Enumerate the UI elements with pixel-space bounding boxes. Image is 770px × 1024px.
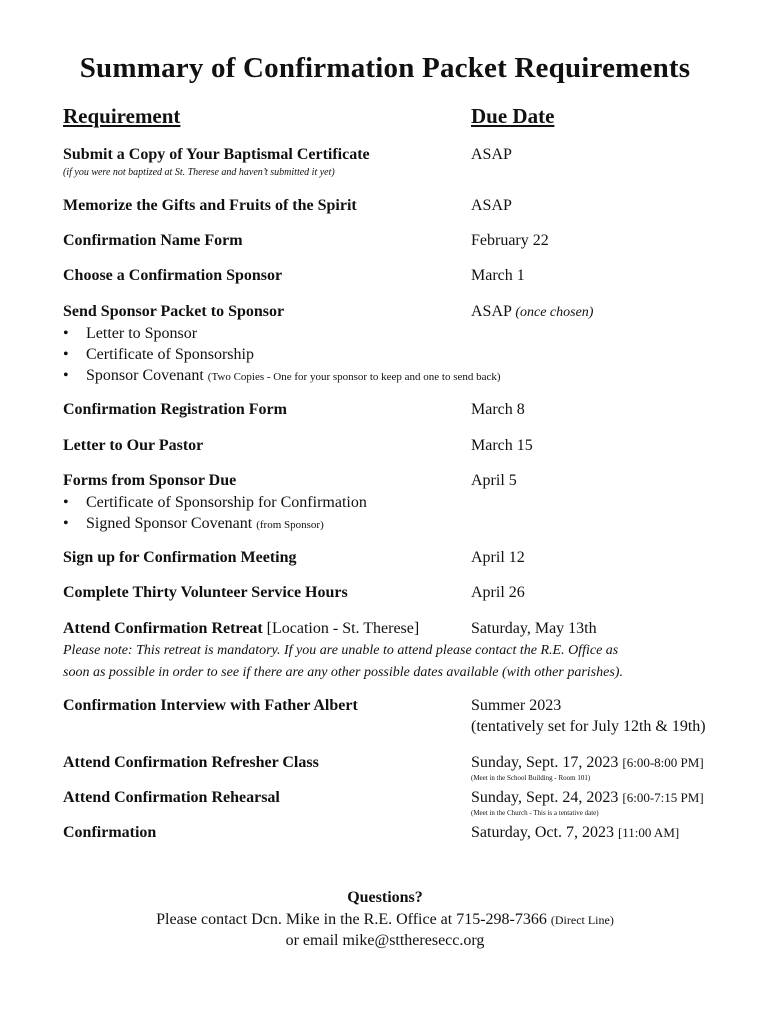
requirement-text: Confirmation	[63, 824, 157, 841]
due-date-text	[471, 824, 679, 842]
list-item	[63, 344, 501, 365]
due-date-text	[471, 789, 704, 807]
list-item	[63, 492, 367, 513]
list-item	[63, 323, 501, 344]
page-title: Summary of Confirmation Packet Requirements	[79, 52, 691, 84]
requirement-title: Attend Confirmation Retreat	[63, 620, 263, 637]
requirement-text: Attend Confirmation Rehearsal	[63, 789, 280, 806]
requirement-text: Choose a Confirmation Sponsor	[63, 267, 283, 284]
due-date-value: Sunday, Sept. 24, 2023	[471, 789, 619, 806]
list-item-note: (from Sponsor)	[256, 519, 324, 531]
due-time: [11:00 AM]	[617, 825, 680, 840]
list-item-text: Sponsor Covenant	[86, 367, 204, 384]
list-item-text: Letter to Sponsor	[86, 325, 198, 342]
due-date-text: February 22	[471, 232, 549, 249]
contact-line	[0, 911, 770, 929]
email-line: or email mike@sttheresecc.org	[285, 932, 485, 949]
due-date-text: March 1	[471, 267, 525, 284]
due-date-value: ASAP	[471, 303, 512, 320]
list-item-note: (Two Copies - One for your sponsor to keep and one to send back)	[207, 371, 501, 383]
due-date-text: March 8	[471, 401, 525, 418]
contact-note: (Direct Line)	[550, 913, 614, 927]
bullet-icon: •	[63, 515, 69, 532]
due-date-text: April 26	[471, 584, 525, 601]
requirement-text: Confirmation Name Form	[63, 232, 243, 249]
retreat-location: [Location - St. Therese]	[266, 620, 420, 637]
packet-bullet-list	[63, 323, 501, 386]
bullet-icon: •	[63, 494, 69, 511]
retreat-mandatory-note: Please note: This retreat is mandatory. If you are unable to attend please contact the R.E. Office as soon as possible in order to see if there are any other possible dates available (with other parishes).	[63, 643, 623, 680]
due-time: [6:00-7:15 PM]	[622, 790, 704, 805]
list-item	[63, 365, 501, 386]
due-date-column-header: Due Date	[471, 104, 555, 128]
due-date-text: Saturday, May 13th	[471, 620, 597, 637]
list-item	[63, 513, 367, 534]
location-note: (Meet in the Church - This is a tentative date)	[471, 809, 599, 817]
requirement-column-header: Requirement	[63, 104, 181, 128]
due-date-text	[471, 303, 593, 321]
due-time: [6:00-8:00 PM]	[622, 755, 704, 770]
forms-bullet-list	[63, 492, 367, 534]
requirement-text: Confirmation Registration Form	[63, 401, 287, 418]
requirement-text: Send Sponsor Packet to Sponsor	[63, 303, 285, 320]
list-item-text: Signed Sponsor Covenant	[86, 515, 253, 532]
contact-text: Please contact Dcn. Mike in the R.E. Office at 715-298-7366	[156, 911, 547, 928]
due-date-text: ASAP	[471, 146, 512, 163]
due-date-text: April 12	[471, 549, 525, 566]
requirement-text	[63, 620, 419, 638]
due-date-value: Sunday, Sept. 17, 2023	[471, 754, 619, 771]
due-date-text	[471, 754, 704, 772]
bullet-icon: •	[63, 367, 69, 384]
bullet-icon: •	[63, 346, 69, 363]
bullet-icon: •	[63, 325, 69, 342]
requirement-text: Forms from Sponsor Due	[63, 472, 237, 489]
requirement-text: Memorize the Gifts and Fruits of the Spirit	[63, 197, 357, 214]
due-date-text: Summer 2023	[471, 697, 562, 714]
requirement-text: Sign up for Confirmation Meeting	[63, 549, 297, 566]
list-item-text: Certificate of Sponsorship	[86, 346, 254, 363]
due-date-note: (once chosen)	[515, 305, 594, 320]
requirement-text: Letter to Our Pastor	[63, 437, 204, 454]
requirement-note: (if you were not baptized at St. Therese and haven’t submitted it yet)	[63, 167, 335, 178]
requirement-text: Complete Thirty Volunteer Service Hours	[63, 584, 348, 601]
requirement-text: Attend Confirmation Refresher Class	[63, 754, 319, 771]
due-date-text: April 5	[471, 472, 517, 489]
requirement-text: Submit a Copy of Your Baptismal Certificate	[63, 146, 370, 163]
due-date-text: ASAP	[471, 197, 512, 214]
due-date-value: Saturday, Oct. 7, 2023	[471, 824, 614, 841]
requirement-text: Confirmation Interview with Father Albert	[63, 697, 358, 714]
due-date-line-2: (tentatively set for July 12th & 19th)	[471, 718, 706, 735]
due-date-text: March 15	[471, 437, 533, 454]
location-note: (Meet in the School Building - Room 101)	[471, 774, 591, 782]
list-item-text: Certificate of Sponsorship for Confirmation	[86, 494, 367, 511]
questions-heading: Questions?	[347, 889, 423, 906]
